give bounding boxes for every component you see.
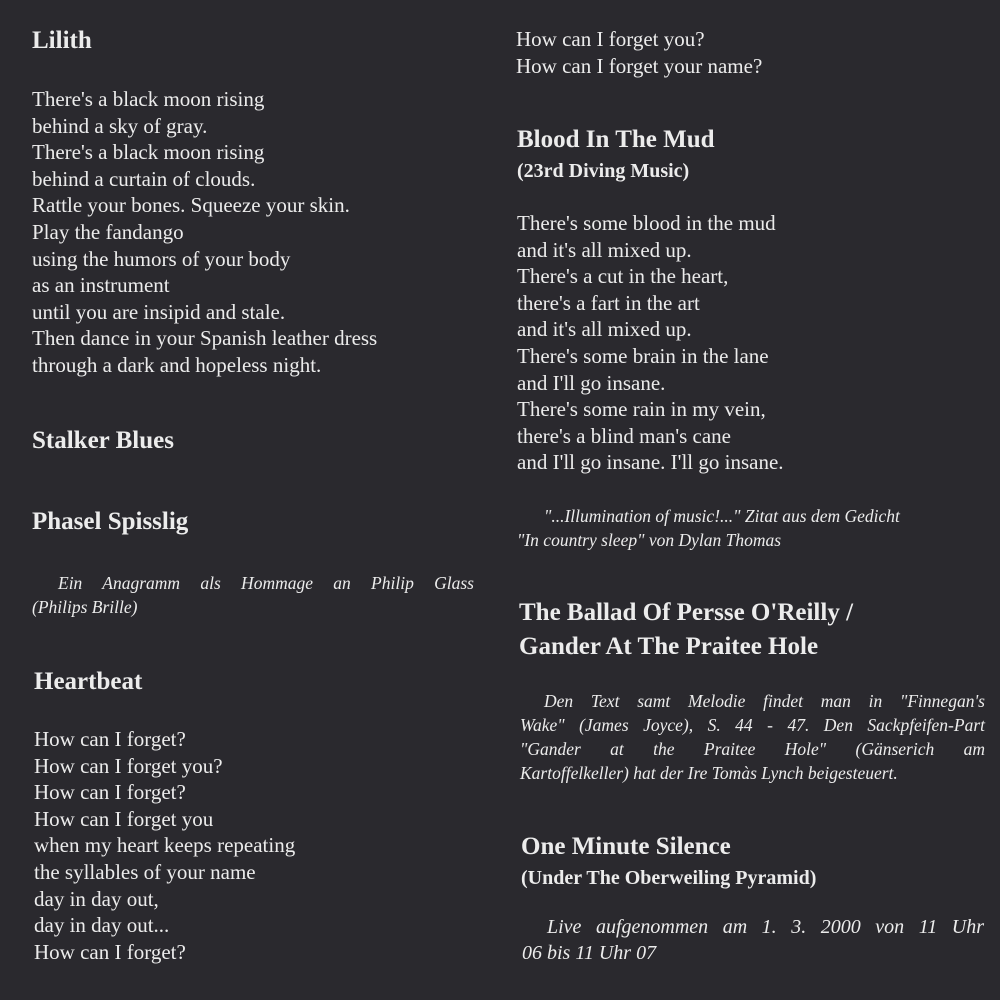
lyric-line: behind a sky of gray. — [32, 113, 208, 138]
lyric-line: and it's all mixed up. — [517, 237, 692, 262]
note-line: 06 bis 11 Uhr 07 — [522, 942, 657, 964]
lyric-line: the syllables of your name — [34, 859, 256, 884]
lyric-line: when my heart keeps repeating — [34, 833, 296, 858]
lyric-line: There's a black moon rising — [32, 140, 265, 165]
note-line: "...Illumination of music!..." Zitat aus dem Gedicht — [544, 506, 900, 526]
note-line: Live aufgenommen am 1. 3. 2000 von 11 Uhr — [547, 916, 984, 938]
lyric-line: How can I forget you? — [34, 753, 223, 778]
heartbeat-lyrics-right — [516, 26, 762, 79]
lyric-line: until you are insipid and stale. — [32, 299, 286, 324]
lyric-line: There's some brain in the lane — [517, 343, 769, 368]
heartbeat-title: Heartbeat — [34, 668, 143, 695]
stalker-blues-title: Stalker Blues — [32, 427, 174, 454]
lyric-line: Then dance in your Spanish leather dress — [32, 326, 378, 351]
lyric-line: using the humors of your body — [32, 246, 291, 271]
blood-note — [517, 504, 975, 552]
lyric-line: How can I forget? — [34, 727, 186, 751]
lyric-line: There's some blood in the mud — [517, 211, 776, 235]
ballad-title-line2: Gander At The Praitee Hole — [519, 633, 819, 660]
lyric-line: Rattle your bones. Squeeze your skin. — [32, 193, 350, 218]
lyric-line: How can I forget? — [34, 780, 186, 805]
lyric-line: as an instrument — [32, 273, 170, 298]
blood-in-the-mud-subtitle: (23rd Diving Music) — [517, 160, 690, 182]
lyric-line: There's some rain in my vein, — [517, 397, 766, 422]
lyric-line: There's a cut in the heart, — [517, 264, 729, 289]
blood-lyrics — [517, 210, 784, 476]
note-line: Ein Anagramm als Hommage an Philip Glass — [58, 573, 474, 593]
one-minute-silence-subtitle: (Under The Oberweiling Pyramid) — [521, 867, 817, 889]
lyric-line: there's a fart in the art — [517, 290, 700, 315]
lyric-line: day in day out, — [34, 886, 159, 911]
lyric-line: and I'll go insane. I'll go insane. — [517, 450, 784, 475]
lyric-line: How can I forget you — [34, 806, 214, 831]
heartbeat-lyrics-left — [34, 726, 295, 965]
lyric-line: through a dark and hopeless night. — [32, 352, 322, 377]
lyric-line: and it's all mixed up. — [517, 317, 692, 342]
lyric-line: How can I forget your name? — [516, 53, 763, 78]
note-line: Den Text samt Melodie findet man in "Finnegan's — [544, 691, 985, 711]
lilith-lyrics — [32, 86, 377, 379]
phasel-note — [32, 571, 474, 619]
note-line: "Gander at the Praitee Hole" (Gänserich am — [520, 739, 985, 759]
lyric-line: and I'll go insane. — [517, 370, 666, 395]
silence-note — [522, 914, 984, 966]
lilith-title: Lilith — [32, 27, 92, 54]
note-line: Kartoffelkeller) hat der Ire Tomàs Lynch beigesteuert. — [520, 763, 898, 783]
phasel-spisslig-title: Phasel Spisslig — [32, 508, 189, 535]
ballad-note — [520, 689, 985, 785]
lyric-line: there's a blind man's cane — [517, 423, 731, 448]
note-line: (Philips Brille) — [32, 597, 138, 617]
note-line: "In country sleep" von Dylan Thomas — [517, 530, 782, 550]
lyric-line: There's a black moon rising — [32, 87, 265, 111]
blood-in-the-mud-title: Blood In The Mud — [517, 126, 715, 153]
note-line: Wake" (James Joyce), S. 44 - 47. Den Sackpfeifen-Part — [520, 715, 985, 735]
lyric-line: day in day out... — [34, 913, 170, 938]
one-minute-silence-title: One Minute Silence — [521, 833, 731, 860]
lyric-line: How can I forget? — [34, 939, 186, 964]
lyric-line: behind a curtain of clouds. — [32, 166, 256, 191]
lyric-line: How can I forget you? — [516, 27, 705, 51]
lyric-line: Play the fandango — [32, 219, 184, 244]
ballad-title-line1: The Ballad Of Persse O'Reilly / — [519, 599, 854, 626]
